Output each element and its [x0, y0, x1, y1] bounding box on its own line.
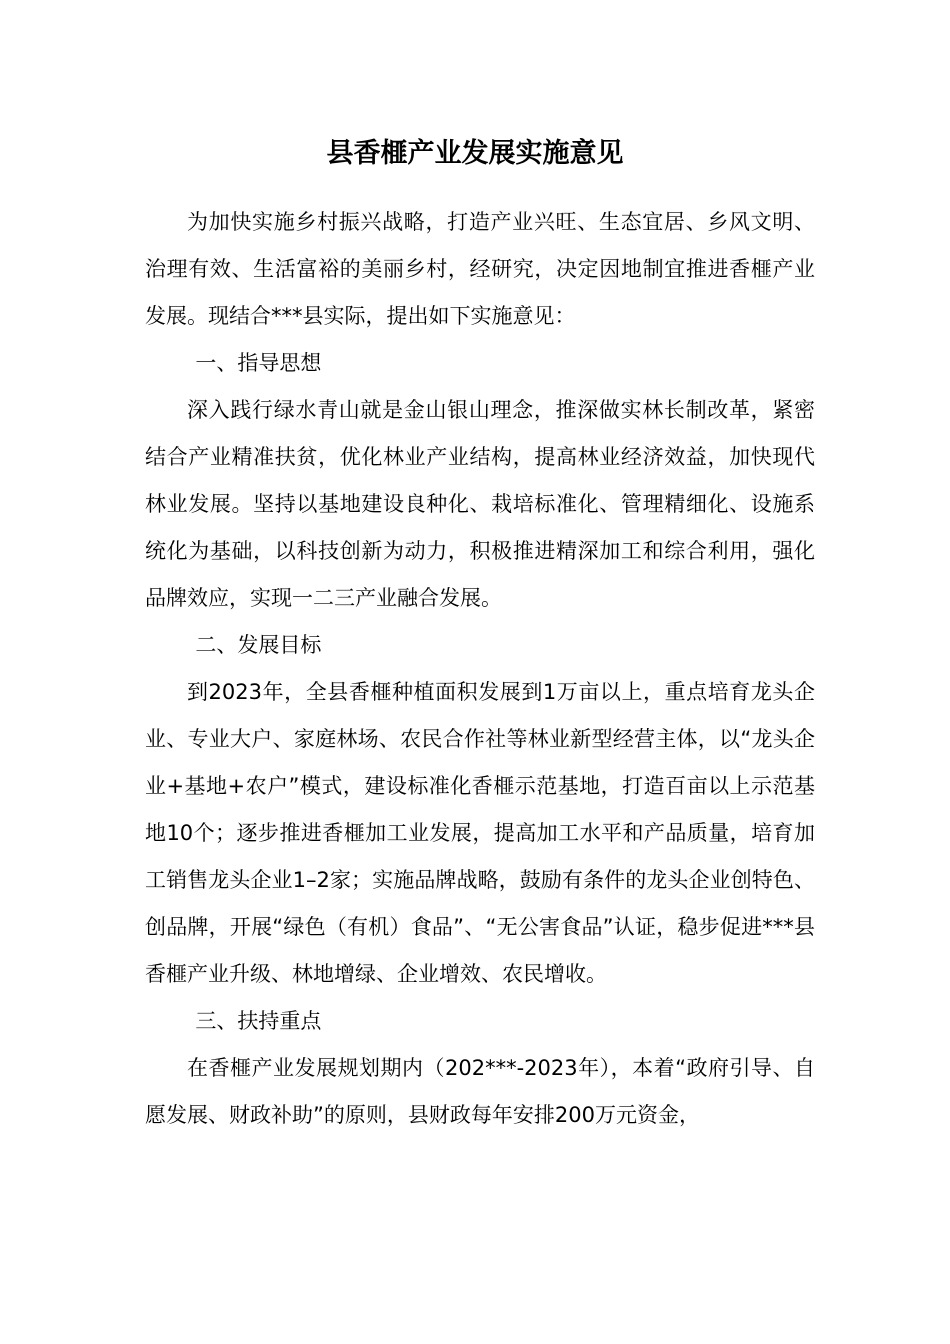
section-heading-guiding-ideology: 一、指导思想 — [195, 351, 322, 375]
section-heading-support-priorities: 三、扶持重点 — [195, 1009, 322, 1033]
paragraph-development-goals: 到2023年，全县香榧种植面积发展到1万亩以上，重点培育龙头企业、专业大户、家庭林场、农民合作社等林业新型经营主体，以“龙头企业+基地+农户”模式，建设标准化香榧示范基地，打造百亩以上示范基地10个；逐步推进香榧加工业发展，提高加工水平和产品质量，培育加工销售龙头企业1–2家；实施品牌战略，鼓励有条件的龙头企业创特色、创品牌，开展“绿色（有机）食品”、“无公害食品”认证，稳步促进***县香榧产业升级、林地增绿、企业增效、农民增收。 — [145, 680, 815, 986]
paragraph-guiding-ideology: 深入践行绿水青山就是金山银山理念，推深做实林长制改革，紧密结合产业精准扶贫，优化林业产业结构，提高林业经济效益，加快现代林业发展。坚持以基地建设良种化、栽培标准化、管理精细化、设施系统化为基础，以科技创新为动力，积极推进精深加工和综合利用，强化品牌效应，实现一二三产业融合发展。 — [145, 398, 815, 610]
paragraph-support-priorities: 在香榧产业发展规划期内（202***-2023年），本着“政府引导、自愿发展、财政补助”的原则，县财政每年安排200万元资金， — [145, 1056, 815, 1127]
paragraph-intro: 为加快实施乡村振兴战略，打造产业兴旺、生态宜居、乡风文明、治理有效、生活富裕的美丽乡村，经研究，决定因地制宜推进香榧产业发展。现结合***县实际，提出如下实施意见： — [145, 210, 815, 328]
section-heading-development-goals: 二、发展目标 — [195, 633, 322, 657]
document-body — [145, 199, 815, 1139]
document-title: 县香榧产业发展实施意见 — [326, 138, 624, 169]
